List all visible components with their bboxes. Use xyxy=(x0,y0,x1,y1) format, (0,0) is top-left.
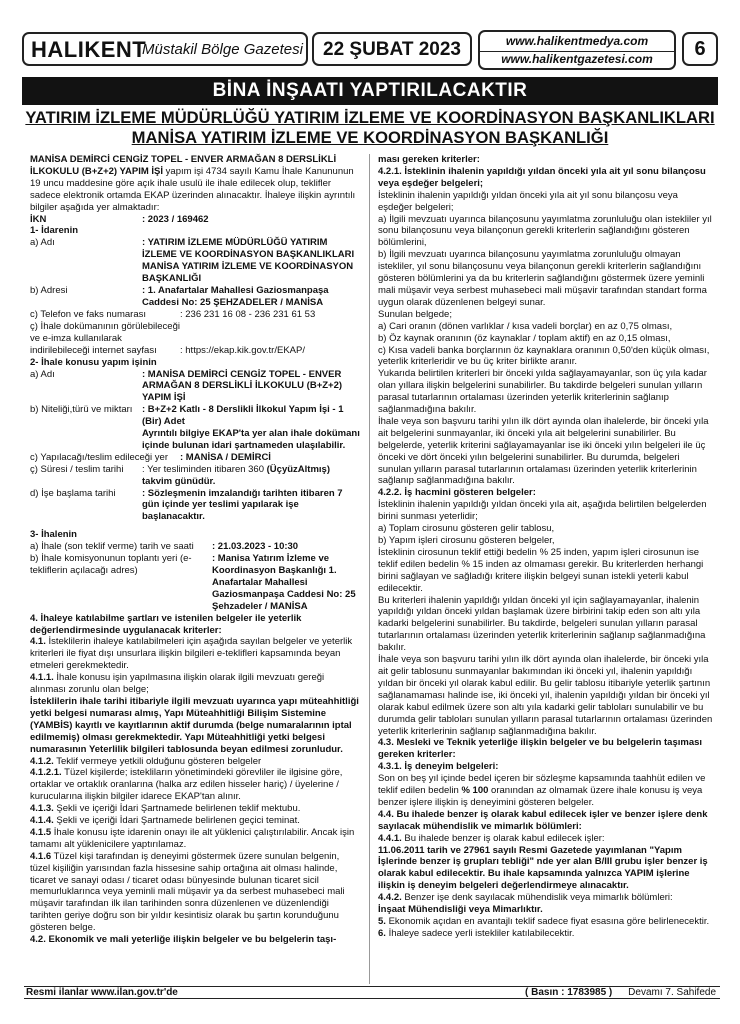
section-4-heading: 4. İhaleye katılabilme şartları ve istenilen belgeler ile yeterlik değerlendirmesinde uygulanacak kriterler: xyxy=(30,612,302,636)
clause-text: Son on beş yıl içinde bedel içeren bir sözleşme kapsamında taahhüt edilen ve teklif edilen bedelin xyxy=(378,773,706,797)
clause-text: İhaleye sadece yerli istekliler katılabilecektir. xyxy=(385,927,575,939)
notice-title-banner: BİNA İNŞAATI YAPTIRILACAKTIR xyxy=(22,77,718,105)
start-date-row xyxy=(30,488,360,524)
clause-4-2-1-b: b) İlgili mevzuatı uyarınca bilançosunu yayımlatma zorunluluğu olmayan istekliler, yıl sonu bilançosunu veya bilançonun gerekli kriterlerin sağlandığını gösteren bölümlerini ya da bu kriterlerin sağlandığını göstermek üzere yeminli mali müşavir veya serbest muhasebeci mali müşavir tarafından standart forma uygun olarak düzenlenen belgeyi sunar. xyxy=(378,249,707,308)
criteria-a: a) Cari oranın (dönen varlıklar / kısa vadeli borçlar) en az 0,75 olması, xyxy=(378,320,673,332)
clause-4-2-2-text: İsteklinin ihalenin yapıldığı yıldan önceki yıla ait, aşağıda belirtilen belgelerden birini sunması yeterlidir; xyxy=(378,499,707,523)
page-number: 6 xyxy=(694,38,706,60)
paragraph-first-four-months: İhale veya son başvuru tarihi yılın ilk dört ayında olan ihalelerde, bir önceki yıla ait belgelerini sunmayanlar, iki önceki yıla ait belgelerini sunabilirler. Bu belgelerde, yeterlik kriterini sağlayamayanlar ise iki önceki yılın belgeleri ile üç önceki ve dört önceki yılın belgelerini sunabilirler. Bu durumda, belgeleri sunulan yılların parasal tutarlarının ortalaması üzerinden yeterlik kriterlerinin sağlanıp sağlanmadığına bakılır. xyxy=(378,415,709,487)
clause-4-1-2 xyxy=(30,756,360,768)
work-location-row xyxy=(30,452,360,464)
row-value xyxy=(142,464,360,488)
clause-number: 4.4.2. xyxy=(378,892,402,904)
issue-date-box xyxy=(312,32,472,66)
clause-number: 4.1.4. xyxy=(30,815,54,827)
clause-number: 4.1.1. xyxy=(30,672,54,684)
intro-paragraph xyxy=(30,154,360,214)
clause-4-2-1-text: İsteklinin ihalenin yapıldığı yıldan önceki yıla ait yıl sonu bilançosu veya eşdeğer belgeleri; xyxy=(378,189,678,213)
row-value: : YATIRIM İZLEME MÜDÜRLÜĞÜ YATIRIM İZLEME VE KOORDİNASYON BAŞKANLIKLARI MANİSA YATIRIM İZLEME VE KOORDİNASYON BAŞKANLIĞI xyxy=(142,237,355,285)
clause-number: 5. xyxy=(378,916,386,927)
paragraph-three-years: Yukarıda belirtilen kriterleri bir önceki yılda sağlayamayanlar, son üç yıla kadar olan yıllara ilişkin belgelerini sunabilirler. Bu takdirde belgeleri sunulan yılların parasal tutarlarının ortalaması üzerinden yeterlik kriterlerinin sağlanıp sağlanmadığına bakılır. xyxy=(378,368,707,416)
clause-text: oranından az olmamak üzere ihale konusu iş veya benzer işlere ilişkin iş deneyimini gösteren belgeler. xyxy=(378,785,703,808)
ikn-value: : 2023 / 169462 xyxy=(142,213,209,225)
work-type-row xyxy=(30,404,360,452)
clause-4-4-1-detail: 11.06.2011 tarih ve 27961 sayılı Resmi Gazetede yayımlanan "Yapım İşlerinde benzer iş grupları tebliği" nde yer alan B/III grubu işler benzer iş olarak kabul edilecektir. Bu ihale kapsamında yalnızca YAPIM işlerine ilişkin iş deneyim belgeleri değerlendirmeye alınacaktır. xyxy=(378,844,708,892)
intro-text: yapım işi 4734 sayılı Kamu İhale Kanununun 19 uncu maddesine göre açık ihale usulü ile ihale edilecek olup, teklifler sadece elektronik ortamda EKAP üzerinden alınacaktır. İhaleye ilişkin ayrıntılı bilgiler aşağıda yer almaktadır: xyxy=(30,165,356,213)
clause-4-2-heading-cont: ması gereken kriterler: xyxy=(378,154,480,165)
clause-text: Teklif vermeye yetkili olduğunu gösteren belgeler xyxy=(53,755,262,767)
criteria-c: c) Kısa vadeli banka borçlarının öz kaynaklara oranının 0,50'den küçük olması, yeterlik kriterleridir ve bu üç kriter birlikte aranır. xyxy=(378,344,710,368)
website-link-media[interactable]: www.halikentmedya.com xyxy=(505,34,649,48)
clause-4-2-heading: 4.2. Ekonomik ve mali yeterliğe ilişkin belgeler ve bu belgelerin taşı- xyxy=(30,934,337,946)
page-number-box xyxy=(682,32,718,66)
ikn-row xyxy=(30,214,360,226)
page-footer xyxy=(24,986,720,999)
clause-text: Tüzel kişi tarafından iş deneyimi göstermek üzere sunulan belgenin, tüzel kişiliğin yarısından fazla hissesine sahip ortağına ait olması halinde, ticaret ve sanayi odası / ticaret odası bünyesinde bulunan ticaret sicil memurluklarınca veya yeminli mali müşavir ya da serbest muhasebeci mali müşavir tarafından ilk ilan tarihinden sonra düzenlenen ve düzenlendiği tarihten geriye doğru son bir yıldır kesintisiz olarak bu şartın korunduğunu gösteren belge. xyxy=(30,850,345,934)
left-column xyxy=(30,154,360,946)
clause-text: Benzer işe denk sayılacak mühendislik veya mimarlık bölümleri: xyxy=(401,892,673,904)
duration-row xyxy=(30,464,360,488)
clause-4-3-1-heading: 4.3.1. İş deneyim belgeleri: xyxy=(378,761,499,773)
clause-4-2-2-a: a) Toplam cirosunu gösteren gelir tablosu, xyxy=(378,523,555,535)
row-label: b) İhale komisyonunun toplantı yeri (e-tekliflerin açılacağı adres) xyxy=(30,553,192,576)
row-value: : MANİSA / DEMİRCİ xyxy=(180,451,271,463)
clause-6 xyxy=(378,928,713,940)
brand-logo: HALIKENT xyxy=(31,37,147,62)
clause-number: 6. xyxy=(378,927,386,939)
row-label: a) Adı xyxy=(30,368,55,380)
phone-fax-row xyxy=(30,309,360,321)
income-statement-paragraph: İhale veya son başvuru tarihi yılın ilk dört ayında olan ihalelerde, bir önceki yıla ait gelir tablosunu sunmayanlar bakımından iki önceki yıl, ihalenin yapıldığı yıldan bir önceki yıl olarak kabul edilir. Bu gelir tablosu itibariyle yeterlik şartının sağlanamaması halinde ise, iki önceki yıl, ihalenin yapıldığı yıldan bir önceki yıl olarak kabul edilmek üzere son altı yıla kadarki gelir tabloları sunulabilir ve bu durumda gelir tabloları sunulan yılların parasal tutarlarının ortalaması üzerinden yeterlik kriterlerinin sağlanıp sağlanmadığına bakılır. xyxy=(378,654,713,737)
row-label: b) Niteliği,türü ve miktarı xyxy=(30,404,133,416)
clause-4-4-1 xyxy=(378,833,713,845)
row-label: ç) Süresi / teslim tarihi xyxy=(30,463,124,475)
tender-date-row xyxy=(30,541,360,553)
clause-4-1-1-requirement: İsteklilerin ihale tarihi itibariyle ilgili mevzuatı uyarınca yapı müteahhitliği yetki belgesi numarası almış, Yapı Müteahhitliği Bilişim Sistemine (YAMBİS) kayıtlı ve kayıtlarının aktif durumda (belge numaralarının iptal edilmemiş) olması gerekmektedir. Yapı Müteahhitliği yetki belgesi numarasının Yeterlilik bilgileri tablosunda beyan edilmesi zorunludur. xyxy=(30,695,359,755)
clause-4-4-2 xyxy=(378,892,713,904)
clause-4-1-6 xyxy=(30,851,360,934)
clause-4-2-2-b: b) Yapım işleri cirosunu gösteren belgeler, xyxy=(378,535,555,546)
row-label: c) Yapılacağı/teslim edileceği yer xyxy=(30,451,168,463)
clause-4-2-1-a: a) İlgili mevzuatı uyarınca bilançosunu yayımlatma zorunluluğu olan istekliler yıl sonu bilançosunu veya bilançonun gerekli kriterlerin sağlandığını gösteren bölümlerini, xyxy=(378,213,712,249)
clause-text: Şekli ve içeriği İdari Şartnamede belirlenen teklif mektubu. xyxy=(53,803,301,815)
row-label: a) İhale (son teklif verme) tarih ve saati xyxy=(30,541,194,553)
brand-box xyxy=(22,32,308,66)
clause-number: 4.1. xyxy=(30,636,46,648)
section-3-heading: 3- İhalenin xyxy=(30,529,77,541)
authority-title-line2: MANİSA YATIRIM İZLEME VE KOORDİNASYON BAŞKANLIĞI xyxy=(131,128,609,147)
row-value: : Sözleşmenin imzalandığı tarihten itibaren 7 gün içinde yer teslimi yapılarak işe başlanacaktır. xyxy=(142,487,343,523)
row-value: : MANİSA DEMİRCİ CENGİZ TOPEL - ENVER ARMAĞAN 8 DERSLİKLİ İLKOKULU (B+Z+2) YAPIM İŞİ xyxy=(142,368,343,404)
clause-text: İhale konusu işte idarenin onayı ile alt yüklenici çalıştırılabilir. Ancak işin tamamı alt yüklenicilere yaptırılamaz. xyxy=(30,826,355,850)
clause-text: Şekli ve içeriği İdari Şartnamede belirlenen geçici teminat. xyxy=(53,815,300,827)
work-type-note: Ayrıntılı bilgiye EKAP'ta yer alan ihale dokümanı içinde bulunan idari şartnameden ulaşılabilir. xyxy=(142,428,360,451)
row-value: : Manisa Yatırım İzleme ve Koordinasyon Başkanlığı 1. Anafartalar Mahallesi Gaziosmanpaşa Caddesi No: 25 Şehzadeler / MANİSA xyxy=(212,553,356,612)
criteria-b: b) Öz kaynak oranının (öz kaynaklar / toplam aktif) en az 0,15 olması, xyxy=(378,332,671,344)
website-link-newspaper[interactable]: www.halikentgazetesi.com xyxy=(501,52,653,66)
masthead xyxy=(22,30,722,70)
clause-4-3-1-text xyxy=(378,773,713,809)
duration-text: : Yer tesliminden itibaren 360 xyxy=(142,463,267,475)
issue-date: 22 ŞUBAT 2023 xyxy=(323,39,461,60)
footer-official-ads: Resmi ilanlar www.ilan.gov.tr'de xyxy=(26,987,178,998)
clause-4-1-4 xyxy=(30,815,360,827)
clause-text: Bu ihalede benzer iş olarak kabul edilecek işler: xyxy=(401,832,605,844)
clause-number: 4.1.6 xyxy=(30,850,52,862)
clause-4-4-heading: 4.4. Bu ihalede benzer iş olarak kabul edilecek işler ve benzer işlere denk sayılacak mühendislik ve mimarlık bölümleri: xyxy=(378,808,708,832)
clause-4-4-2-detail: İnşaat Mühendisliği veya Mimarlıktır. xyxy=(378,904,543,916)
turnover-paragraph: İsteklinin cirosunun teklif ettiği bedelin % 25 inden, yapım işleri cirosunun ise teklif edilen bedelin % 15 inden az olmaması gerekir. Bu kriterlerden herhangi birini sağlayan ve sağladığı kritere ilişkin belgeyi sunan istekli yeterli kabul edilecektir. xyxy=(378,546,704,594)
row-value xyxy=(142,404,360,452)
brand-subtitle: Müstakil Bölge Gazetesi xyxy=(142,41,303,58)
work-name-row xyxy=(30,369,360,405)
url-box xyxy=(478,30,676,70)
column-divider xyxy=(369,154,370,984)
clause-4-1-2-1 xyxy=(30,767,360,803)
clause-number: 4.1.2.1. xyxy=(30,767,62,779)
clause-4-2-2-heading: 4.2.2. İş hacmini gösteren belgeler: xyxy=(378,487,536,499)
clause-4-1-3 xyxy=(30,803,360,815)
clause-4-3-heading: 4.3. Mesleki ve Teknik yeterliğe ilişkin belgeler ve bu belgelerin taşıması gereken kriterler: xyxy=(378,737,703,761)
section-1-heading: 1- İdarenin xyxy=(30,225,79,237)
clause-text: İsteklilerin ihaleye katılabilmeleri için aşağıda sayılan belgeler ve yeterlik kriterleri ile fiyat dışı unsurlara ilişkin bilgileri e-teklifleri kapsamında beyan etmeleri gerekmektedir. xyxy=(30,636,353,672)
ikn-label: İKN xyxy=(30,213,47,225)
footer-press-code: ( Basın : 1783985 ) xyxy=(525,987,613,998)
percentage: % 100 xyxy=(461,785,489,797)
clause-4-1 xyxy=(30,636,360,672)
clause-5 xyxy=(378,916,713,928)
ekap-url[interactable]: : https://ekap.kik.gov.tr/EKAP/ xyxy=(180,344,305,356)
admin-address-row xyxy=(30,285,360,309)
row-label: a) Adı xyxy=(30,237,55,249)
website-row xyxy=(30,321,360,357)
row-label: d) İşe başlama tarihi xyxy=(30,487,116,499)
clause-4-1-1 xyxy=(30,672,360,696)
clause-number: 4.1.2. xyxy=(30,755,54,767)
clause-text: Ekonomik açıdan en avantajlı teklif sadece fiyat esasına göre belirlenecektir. xyxy=(385,916,710,927)
project-name: MANİSA DEMİRCİ CENGİZ TOPEL - ENVER ARMAĞAN 8 DERSLİKLİ İLKOKULU (B+Z+2) YAPIM İŞİ xyxy=(30,154,337,177)
criteria-intro: Sunulan belgede; xyxy=(378,308,452,320)
clause-text: Tüzel kişilerde; istekliların yönetimindeki görevliler ile ilgisine göre, ortaklar ve ortaklık oranlarına (halka arz edilen hisseler hariç) / üyelerine / kurucularına ilişkin bilgiler idarece EKAP'tan alınır. xyxy=(30,767,343,803)
row-value: : 1. Anafartalar Mahallesi Gaziosmanpaşa Caddesi No: 25 ŞEHZADELER / MANİSA xyxy=(142,284,329,308)
clause-number: 4.4.1. xyxy=(378,832,402,844)
footer-continued: Devamı 7. Sahifede xyxy=(628,987,716,998)
duration-bold: (ÜçyüzAltmış) takvim günüdür. xyxy=(142,463,330,487)
row-value: : 21.03.2023 - 10:30 xyxy=(212,541,299,553)
clause-4-2-1-heading: 4.2.1. İsteklinin ihalenin yapıldığı yıldan önceki yıla ait yıl sonu bilançosu veya eşdeğer belgeleri; xyxy=(378,165,706,189)
right-column xyxy=(378,154,713,940)
meeting-place-row xyxy=(30,553,360,613)
row-label: b) Adresi xyxy=(30,284,68,296)
row-label: ç) İhale dokümanının görülebileceği ve e-imza kullanılarak indirilebileceği internet sayfası xyxy=(30,320,180,356)
row-value: : 236 231 16 08 - 236 231 61 53 xyxy=(180,308,316,320)
clause-4-1-5 xyxy=(30,827,360,851)
section-2-heading: 2- İhale konusu yapım işinin xyxy=(30,356,157,368)
admin-name-row xyxy=(30,237,360,285)
clause-number: 4.1.5 xyxy=(30,826,52,838)
six-years-paragraph: Bu kriterleri ihalenin yapıldığı yıldan önceki yıl için sağlayamayanlar, ihalenin yapıldığı yıldan önceki yıldan başlamak üzere birbirini takip eden son altı yıla kadarki belgelerini sunabilirler. Bu takdirde, belgeleri sunulan yılların parasal tutarlarının ortalaması üzerinden yeterlik kriterlerinin sağlanıp sağlanmadığına bakılır. xyxy=(378,594,706,654)
clause-text: İhale konusu işin yapılmasına ilişkin olarak ilgili mevzuatı gereği alınması zorunlu olan belge; xyxy=(30,672,325,696)
authority-title-line1: YATIRIM İZLEME MÜDÜRLÜĞÜ YATIRIM İZLEME VE KOORDİNASYON BAŞKANLIKLARI xyxy=(25,108,715,127)
row-label: c) Telefon ve faks numarası xyxy=(30,308,146,320)
work-type-value: : B+Z+2 Katlı - 8 Derslikli İlkokul Yapım İşi - 1 (Bir) Adet xyxy=(142,404,344,428)
clause-number: 4.1.3. xyxy=(30,803,54,815)
